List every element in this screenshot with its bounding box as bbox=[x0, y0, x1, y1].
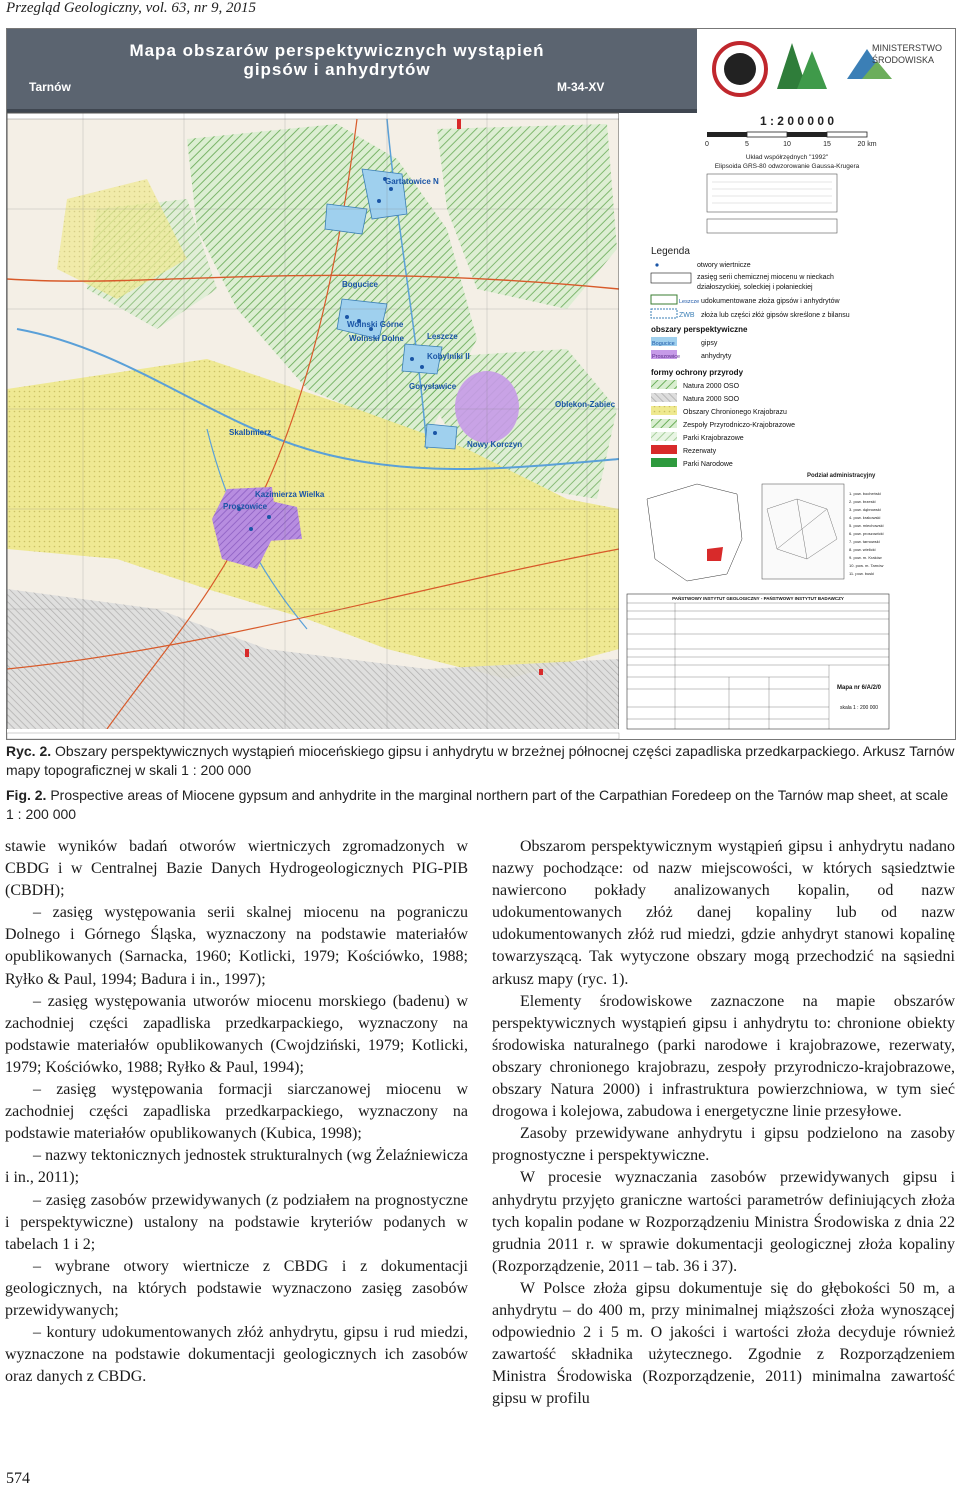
place-label: Skalbmierz bbox=[229, 428, 272, 437]
legend-leszcze-tag: Leszcze bbox=[679, 299, 700, 305]
right-column bbox=[492, 836, 955, 1410]
svg-text:4. pow. krakowski: 4. pow. krakowski bbox=[849, 515, 881, 520]
legend-anhydryty: anhydryty bbox=[701, 353, 732, 360]
legend-zasieg2: działoszyckiej, soleckiej i połanieckiej bbox=[697, 284, 813, 291]
place-label: Kobylniki II bbox=[427, 352, 470, 361]
caption-pl-text: Obszary perspektywicznych wystąpień mioceńskiego gipsu i anhydrytu w brzeżnej północnej części zapadliska przedkarpackiego. Arkusz Tarnów mapy topograficznej w skali 1 : 200 000 bbox=[6, 743, 955, 778]
legend-n2000oso: Natura 2000 OSO bbox=[683, 383, 740, 390]
legend-otwory: otwory wiertnicze bbox=[697, 262, 751, 269]
place-label: Wolnski Górne bbox=[347, 320, 404, 329]
svg-text:7. pow. tarnowski: 7. pow. tarnowski bbox=[849, 539, 880, 544]
bullet-item: – zasięg występowania utworów miocenu morskiego (badenu) w zachodniej części zapadliska przedkarpackiego, wyznaczony na podstawie materiałów opublikowanych (Cwojdziński, 1979; Kotlicki, 1979; Kościówko, 1988; Ryłko & Paul, 1994); bbox=[5, 992, 468, 1076]
legend-zasieg1: zasięg serii chemicznej miocenu w nieckach bbox=[697, 274, 834, 281]
legend-rez: Rezerwaty bbox=[683, 448, 717, 455]
legend-zwb: złoża lub części złóż gipsów skreślone z bilansu bbox=[701, 312, 850, 319]
bullet-item: – zasięg występowania serii skalnej miocenu na pograniczu Dolnego i Górnego Śląska, wyznaczony na podstawie materiałów opublikowanych (Sarnacka, 1960; Kotlicki, 1979; Kościówko, 1988; Ryłko & Paul, 1994; Badura i in., 1997); bbox=[5, 904, 468, 988]
map-sheet-code: M-34-XV bbox=[557, 80, 605, 94]
legend-pk: Parki Krajobrazowe bbox=[683, 435, 744, 442]
legend-pn: Parki Narodowe bbox=[683, 461, 733, 468]
legend-gipsy: gipsy bbox=[701, 340, 718, 347]
caption-en bbox=[6, 786, 956, 824]
caption-en-text: Prospective areas of Miocene gypsum and anhydrite in the marginal northern part of the Carpathian Foredeep on the Tarnów map sheet, at scale 1 : 200 000 bbox=[6, 787, 949, 822]
map-sheet-name: Tarnów bbox=[29, 80, 71, 94]
footer-skala: skala 1 : 200 000 bbox=[839, 705, 879, 711]
footer-title: PAŃSTWOWY INSTYTUT GEOLOGICZNY - PAŃSTWOWY INSTYTUT BADAWCZY bbox=[672, 596, 844, 601]
caption-pl bbox=[6, 742, 956, 780]
bullet-item: – wybrane otwory wiertnicze z CBDG i z dokumentacji geologicznych, na których podstawie wyznaczono zasięg zasobów przewidywanych; bbox=[5, 1257, 468, 1319]
legend-n2000soo: Natura 2000 SOO bbox=[683, 396, 740, 403]
place-label: Bogucice bbox=[342, 280, 379, 289]
legend-ochk: Obszary Chronionego Krajobrazu bbox=[683, 409, 787, 416]
paragraph: W Polsce złoża gipsu dokumentuje się do głębokości 50 m, a anhydrytu – do 400 m, przy minimalnej miąższości złoża wynoszącej odpowiednio 2 i 5 m. O jakości i wartości złoża decyduje również zawartość składnika użytecznego. Zgodnie z Rozporządzeniem Ministra Środowiska (Rozporządzenie, 2011) minimalna zawartość gipsu w profilu bbox=[492, 1279, 955, 1408]
place-label: Gorysławice bbox=[409, 382, 457, 391]
ministry-line2: ŚRODOWISKA bbox=[872, 55, 935, 65]
bullet-item: – zasięg zasobów przewidywanych (z podziałem na prognostyczne i perspektywiczne) ustalony na podstawie kryteriów podanych w tabelach 1 i 2; bbox=[5, 1191, 468, 1253]
place-label: Nowy Korczyn bbox=[467, 440, 523, 449]
scale-tick: 0 bbox=[705, 141, 709, 148]
legend-title: Legenda bbox=[651, 246, 690, 257]
legend-zpk: Zespoły Przyrodniczo-Krajobrazowe bbox=[683, 422, 796, 429]
caption-en-label: Fig. 2. bbox=[6, 787, 47, 803]
legend-udok: udokumentowane złoża gipsów i anhydrytów bbox=[701, 298, 840, 305]
svg-text:5. pow. miechowski: 5. pow. miechowski bbox=[849, 523, 884, 528]
bullet-item: – nazwy tektonicznych jednostek strukturalnych (wg Żelaźniewicza i in., 2011); bbox=[5, 1147, 468, 1187]
map-title-line1: Mapa obszarów perspektywicznych wystąpień bbox=[129, 41, 545, 60]
scale-tick: 20 km bbox=[857, 141, 877, 148]
paragraph: Zasoby przewidywane anhydrytu i gipsu podzielono na zasoby prognostyczne i perspektywiczne. bbox=[492, 1125, 955, 1165]
scale-tick: 15 bbox=[823, 141, 831, 148]
svg-text:2. pow. brzeski: 2. pow. brzeski bbox=[849, 499, 876, 504]
svg-text:1. pow. bocheński: 1. pow. bocheński bbox=[849, 491, 881, 496]
figure-map bbox=[6, 28, 956, 740]
map-title-line2: gipsów i anhydrytów bbox=[243, 60, 431, 79]
svg-text:3. pow. dąbrowski: 3. pow. dąbrowski bbox=[849, 507, 881, 512]
legend-obszary-title: obszary perspektywiczne bbox=[651, 325, 748, 334]
scale-tick: 5 bbox=[745, 141, 749, 148]
paragraph: Elementy środowiskowe zaznaczone na mapie obszarów perspektywicznych wystąpień gipsu i anhydrytu to: chronione obiekty środowiska naturalnego (parki narodowe i krajobrazowe, rezerwaty, obszary chronionego krajobrazu, zespoły przyrodniczo-krajobrazowe, obszary Natura 2000) i infrastruktura powierzchniowa, w tym sieć drogowa i kolejowa, zabudowa i energetyczne linie przesyłowe. bbox=[492, 992, 955, 1121]
legend-zwb-tag: ZWB bbox=[679, 312, 695, 319]
scale-label: 1 : 2 0 0 0 0 0 bbox=[759, 114, 835, 128]
paragraph: W procesie wyznaczania zasobów przewidywanych gipsu i anhydrytu przyjęto graniczne wartości parametrów definiujących złoża tych kopalin podane w Rozporządzeniu Ministra Środowiska z dnia 22 grudnia 2011 r. w sprawie dokumentacji geologicznej złoża kopaliny (Rozporządzenie, 2011 – tab. 36 i 37). bbox=[492, 1169, 955, 1275]
coord-line2: Elipsoida GRS-80 odwzorowanie Gaussa-Krugera bbox=[714, 163, 860, 170]
podzial-title: Podział administracyjny bbox=[807, 473, 876, 479]
bullet-item: – kontury udokumentowanych złóż anhydrytu, gipsu i rud miedzi, wyznaczone na podstawie dokumentacji geologicznych ich zasobów oraz danych z CBDG. bbox=[5, 1324, 468, 1386]
place-label: Wolnski Dolne bbox=[349, 334, 404, 343]
legend-formy-title: formy ochrony przyrody bbox=[651, 368, 744, 377]
ministry-line1: MINISTERSTWO bbox=[872, 43, 942, 53]
svg-text:9. pow. m. Kraków: 9. pow. m. Kraków bbox=[849, 555, 882, 560]
paragraph: Obszarom perspektywicznym wystąpień gipsu i anhydrytu nadano nazwy pochodzące: od nazw miejscowości, w których sąsiedztwie nawiercono pokłady analizowanych kopalin, od nazw udokumentowanych złóż danej kopaliny lub od nazw udokumentowanych złóż rud miedzi, gdzie anhydryt stanowi kopalinę towarzyszącą. Tak wytyczone obszary mogą przechodzić na sąsiedni arkusz mapy (ryc. 1). bbox=[492, 838, 955, 988]
paragraph: stawie wyników badań otworów wiertniczych zgromadzonych w CBDG i w Centralnej Bazie Danych Hydrogeologicznych PIG-PIB (CBDH); bbox=[5, 838, 468, 900]
footer-arkusz: Mapa nr 6/A/2/0 bbox=[836, 685, 882, 691]
svg-text:6. pow. proszowicki: 6. pow. proszowicki bbox=[849, 531, 884, 536]
coord-line1: Układ współrzędnych "1992" bbox=[745, 154, 829, 161]
svg-text:11. pow. buski: 11. pow. buski bbox=[849, 571, 875, 576]
scale-tick: 10 bbox=[783, 141, 791, 148]
place-label: Leszcze bbox=[427, 332, 458, 341]
scale-bar bbox=[707, 132, 867, 137]
svg-text:8. pow. wielicki: 8. pow. wielicki bbox=[849, 547, 876, 552]
page-number: 574 bbox=[6, 1470, 30, 1487]
journal-header: Przegląd Geologiczny, vol. 63, nr 9, 2015 bbox=[6, 0, 256, 16]
caption-pl-label: Ryc. 2. bbox=[6, 743, 52, 759]
left-column bbox=[5, 836, 468, 1388]
svg-text:10. pow. m. Tarnów: 10. pow. m. Tarnów bbox=[849, 563, 884, 568]
legend-proszowice-tag: Proszowice bbox=[652, 354, 681, 360]
place-label: Proszowice bbox=[223, 502, 268, 511]
legend-bogucice-tag: Bogucice bbox=[652, 341, 675, 347]
bullet-item: – zasięg występowania formacji siarczanowej miocenu w zachodniej części zapadliska przedkarpackiego, wyznaczony na podstawie materiałów opublikowanych (Kubica, 1998); bbox=[5, 1081, 468, 1143]
place-label: Kazimierza Wielka bbox=[255, 490, 325, 499]
place-label: Oblekon-Zabiec bbox=[555, 400, 616, 409]
place-label: Gartatowice N bbox=[385, 177, 439, 186]
